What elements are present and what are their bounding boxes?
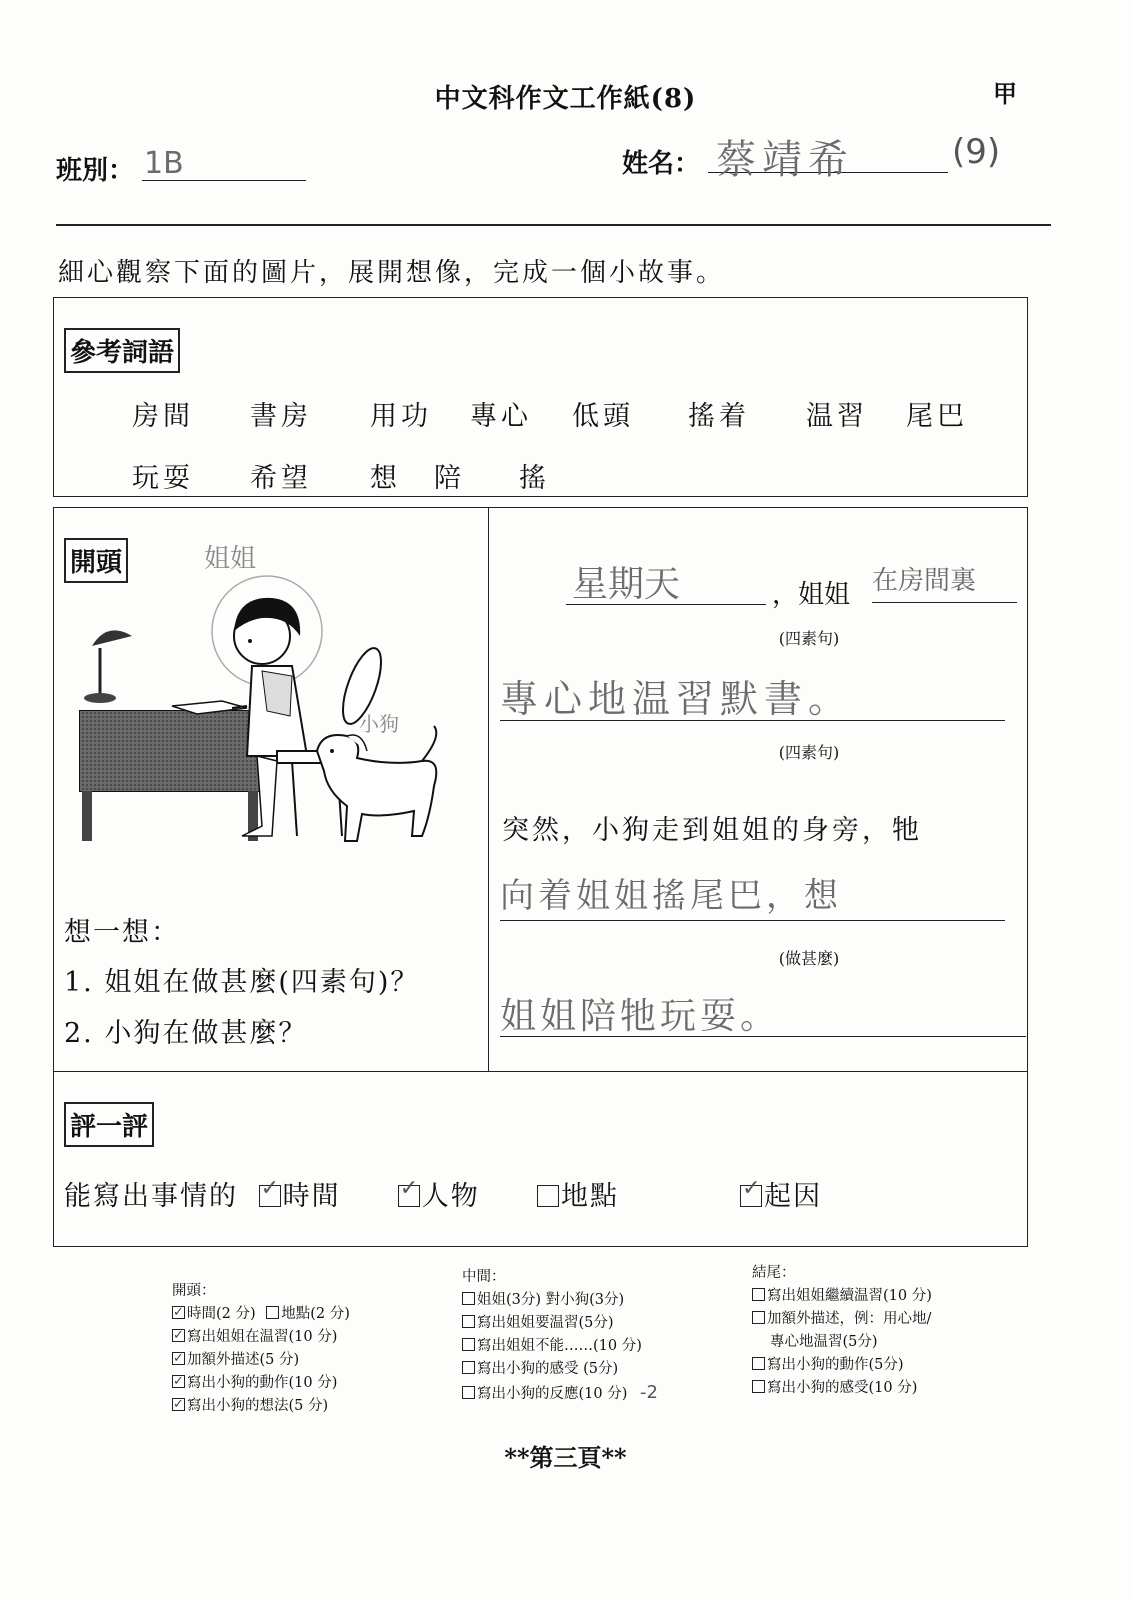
ref-word: 專心 bbox=[470, 401, 532, 432]
caption-four-element-2: (四素句) bbox=[778, 743, 840, 762]
rubric-checkbox[interactable] bbox=[172, 1375, 185, 1388]
rubric-item: 寫出姐姐在温習(10 分) bbox=[187, 1329, 338, 1345]
rubric-checkbox[interactable] bbox=[462, 1292, 475, 1305]
page-label: **第三頁** bbox=[504, 1443, 627, 1472]
ref-word: 想 bbox=[370, 463, 401, 494]
ref-word: 尾巴 bbox=[906, 401, 968, 432]
rubric-checkbox[interactable] bbox=[172, 1329, 185, 1342]
caption-what-doing: (做甚麼) bbox=[778, 949, 840, 968]
class-label: 班別： bbox=[56, 156, 135, 186]
class-field[interactable] bbox=[142, 146, 306, 181]
rubric-opening-title: 開頭： bbox=[172, 1283, 216, 1299]
rubric-ending bbox=[752, 1262, 932, 1400]
rubric-checkbox[interactable] bbox=[462, 1361, 475, 1374]
caption-four-element-1: (四素句) bbox=[778, 629, 840, 648]
worksheet-title: 中文科作文工作紙(8) bbox=[434, 84, 697, 114]
rubric-item: 寫出姐姐繼續温習(10 分) bbox=[767, 1288, 932, 1304]
story-blank-time[interactable] bbox=[566, 556, 766, 605]
rubric-item: 寫出小狗的感受(10 分) bbox=[767, 1380, 918, 1396]
ref-word: 用功 bbox=[370, 401, 432, 432]
checkbox-time[interactable] bbox=[259, 1185, 281, 1207]
rubric-item: 寫出姐姐要温習(5分) bbox=[477, 1315, 614, 1331]
student-number: (9) bbox=[952, 132, 1001, 172]
rubric-checkbox[interactable] bbox=[266, 1306, 279, 1319]
rubric-item: 加額外描述，例：用心地/ bbox=[767, 1311, 932, 1327]
rubric-item: 姐姐(3分) 對小狗(3分) bbox=[477, 1292, 625, 1308]
story-answer-2: 在房間裏 bbox=[872, 566, 977, 596]
story-printed-2: 突然，小狗走到姐姐的身旁，牠 bbox=[502, 815, 922, 846]
dog-label: 小狗 bbox=[359, 712, 399, 736]
rubric-item: 寫出小狗的想法(5 分) bbox=[187, 1398, 329, 1414]
rubric-item: 寫出小狗的動作(10 分) bbox=[187, 1375, 338, 1391]
rubric-item: 寫出小狗的感受 (5分) bbox=[477, 1361, 619, 1377]
story-blank-dog-wish[interactable] bbox=[500, 988, 1026, 1037]
opening-box bbox=[53, 507, 1028, 1247]
rubric-item: 寫出姐姐不能……(10 分) bbox=[477, 1338, 642, 1354]
rubric-item: 寫出小狗的反應(10 分) bbox=[477, 1386, 628, 1402]
rubric-checkbox[interactable] bbox=[172, 1306, 185, 1319]
reference-words-tag: 參考詞語 bbox=[64, 328, 180, 373]
ref-word: 玩耍 bbox=[132, 463, 194, 494]
evaluate-tag: 評一評 bbox=[64, 1102, 154, 1147]
rubric-checkbox[interactable] bbox=[752, 1288, 765, 1301]
story-answer-1: 星期天 bbox=[572, 564, 681, 605]
instruction: 細心觀察下面的圖片，展開想像，完成一個小故事。 bbox=[58, 258, 726, 288]
ref-word: 搖 bbox=[519, 463, 550, 494]
ref-word: 房間 bbox=[132, 401, 194, 432]
story-blank-activity[interactable] bbox=[500, 668, 1005, 721]
sister-label: 姐姐 bbox=[204, 544, 257, 574]
rubric-middle bbox=[462, 1266, 658, 1406]
class-value: 1B bbox=[144, 146, 184, 181]
rubric-opening bbox=[172, 1280, 350, 1418]
name-field[interactable] bbox=[708, 128, 948, 183]
rubric-ending-title: 結尾： bbox=[752, 1265, 796, 1281]
ref-word: 陪 bbox=[434, 463, 465, 494]
story-blank-dog-action[interactable] bbox=[500, 868, 1005, 921]
rubric-item: 加額外描述(5 分) bbox=[187, 1352, 300, 1368]
rubric-checkbox[interactable] bbox=[172, 1398, 185, 1411]
think-question-2: 2. 小狗在做甚麼？ bbox=[64, 1018, 308, 1049]
story-blank-place[interactable] bbox=[872, 560, 1017, 603]
rubric-item: 專心地温習(5分) bbox=[770, 1334, 878, 1350]
ref-word: 低頭 bbox=[572, 401, 634, 432]
option-cause: 起因 bbox=[764, 1181, 823, 1212]
rubric-checkbox[interactable] bbox=[172, 1352, 185, 1365]
girl-studying-with-dog-illustration bbox=[62, 536, 482, 856]
ref-word: 搖着 bbox=[688, 401, 750, 432]
option-characters: 人物 bbox=[421, 1181, 480, 1212]
checkbox-cause[interactable] bbox=[740, 1185, 762, 1207]
opening-tag: 開頭 bbox=[64, 538, 128, 583]
story-printed-1: ，姐姐 bbox=[772, 580, 851, 610]
reference-words-box bbox=[53, 297, 1028, 497]
rubric-checkbox[interactable] bbox=[462, 1315, 475, 1328]
rubric-checkbox[interactable] bbox=[752, 1380, 765, 1393]
column-divider bbox=[488, 508, 489, 1071]
rubric-checkbox[interactable] bbox=[752, 1357, 765, 1370]
checkbox-place[interactable] bbox=[537, 1185, 559, 1207]
checkbox-characters[interactable] bbox=[398, 1185, 420, 1207]
name-label: 姓名： bbox=[622, 149, 701, 179]
rubric-checkbox[interactable] bbox=[752, 1311, 765, 1324]
rubric-checkbox[interactable] bbox=[462, 1338, 475, 1351]
ref-word: 希望 bbox=[250, 463, 312, 494]
grade-mark: 甲 bbox=[993, 79, 1017, 108]
story-answer-4: 向着姐姐搖尾巴，想 bbox=[500, 876, 842, 916]
think-title: 想一想： bbox=[64, 917, 180, 948]
section-divider bbox=[54, 1071, 1027, 1072]
option-time: 時間 bbox=[282, 1181, 341, 1212]
header-divider bbox=[56, 224, 1051, 226]
name-value: 蔡靖希 bbox=[716, 137, 854, 183]
evaluate-prefix: 能寫出事情的 bbox=[64, 1181, 238, 1212]
rubric-item: 地點(2 分) bbox=[281, 1306, 350, 1322]
evaluate-criteria bbox=[64, 1174, 822, 1213]
story-answer-5: 姐姐陪牠玩耍。 bbox=[500, 996, 781, 1037]
ref-word: 温習 bbox=[806, 401, 868, 432]
ref-word: 書房 bbox=[250, 401, 312, 432]
rubric-middle-title: 中間： bbox=[462, 1269, 506, 1285]
deduction-mark: -2 bbox=[639, 1382, 658, 1403]
think-question-1: 1. 姐姐在做甚麼(四素句)？ bbox=[64, 967, 420, 998]
story-answer-3: 專心地温習默書。 bbox=[500, 677, 853, 721]
option-place: 地點 bbox=[560, 1181, 619, 1212]
rubric-item: 寫出小狗的動作(5分) bbox=[767, 1357, 904, 1373]
rubric-item: 時間(2 分) bbox=[187, 1306, 256, 1322]
rubric-checkbox[interactable] bbox=[462, 1386, 475, 1399]
